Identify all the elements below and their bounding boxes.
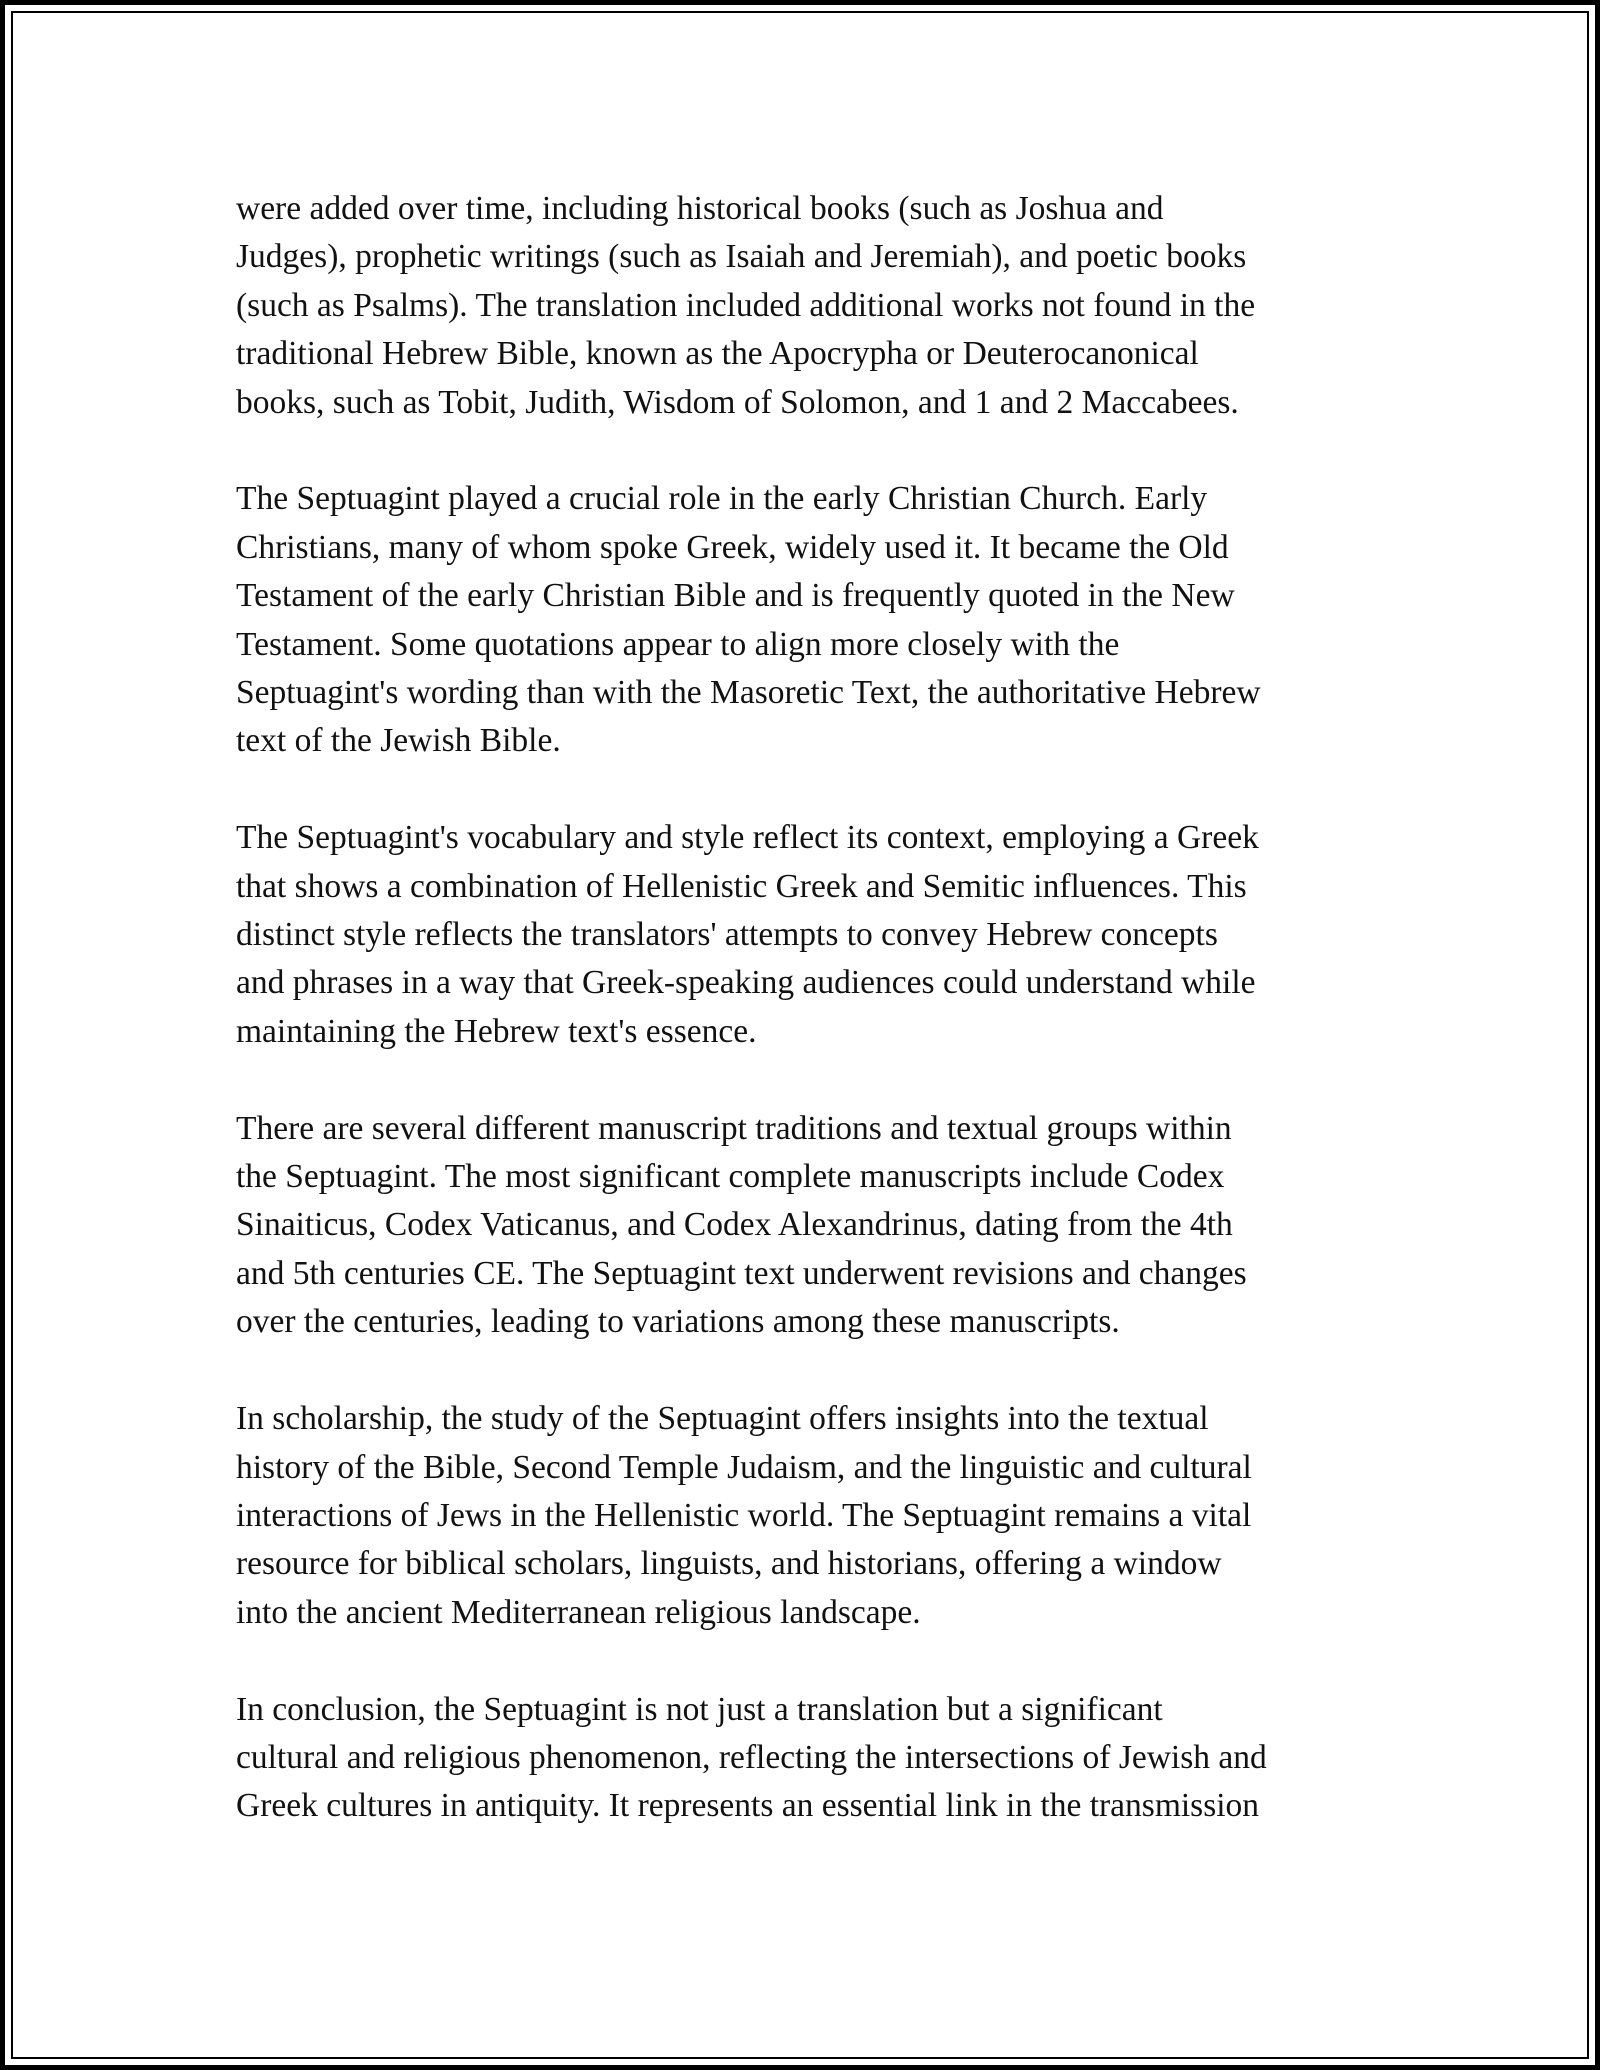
text-line: Judges), prophetic writings (such as Isaiah and Jeremiah), and poetic books bbox=[236, 238, 1247, 276]
text-line: There are several different manuscript traditions and textual groups within bbox=[236, 1109, 1232, 1147]
text-line: (such as Psalms). The translation included additional works not found in the bbox=[236, 286, 1256, 324]
text-line: history of the Bible, Second Temple Judaism, and the linguistic and cultural bbox=[236, 1448, 1252, 1486]
text-line: books, such as Tobit, Judith, Wisdom of Solomon, and 1 and 2 Maccabees. bbox=[236, 383, 1239, 421]
text-line: over the centuries, leading to variations among these manuscripts. bbox=[236, 1303, 1120, 1341]
text-line: cultural and religious phenomenon, reflecting the intersections of Jewish and bbox=[236, 1738, 1267, 1776]
text-line: traditional Hebrew Bible, known as the Apocrypha or Deuterocanonical bbox=[236, 335, 1199, 373]
paragraph-6 bbox=[236, 1686, 1386, 1831]
paragraph-5 bbox=[236, 1395, 1386, 1637]
text-line: and phrases in a way that Greek-speaking audiences could understand while bbox=[236, 964, 1256, 1002]
paragraph-3 bbox=[236, 814, 1386, 1056]
text-line: that shows a combination of Hellenistic Greek and Semitic influences. This bbox=[236, 867, 1247, 905]
paragraph-2 bbox=[236, 475, 1386, 765]
document-body bbox=[236, 185, 1386, 1879]
text-line: Greek cultures in antiquity. It represents an essential link in the transmission bbox=[236, 1787, 1260, 1825]
text-line: interactions of Jews in the Hellenistic world. The Septuagint remains a vital bbox=[236, 1496, 1252, 1534]
text-line: into the ancient Mediterranean religious landscape. bbox=[236, 1593, 921, 1631]
text-line: text of the Jewish Bible. bbox=[236, 722, 561, 760]
text-line: were added over time, including historical books (such as Joshua and bbox=[236, 190, 1164, 227]
paragraph-4 bbox=[236, 1105, 1386, 1347]
text-line: Testament of the early Christian Bible and is frequently quoted in the New bbox=[236, 577, 1235, 615]
paragraph-1 bbox=[236, 185, 1386, 427]
text-line: Septuagint's wording than with the Masoretic Text, the authoritative Hebrew bbox=[236, 674, 1261, 712]
text-line: the Septuagint. The most significant complete manuscripts include Codex bbox=[236, 1158, 1225, 1196]
text-line: Christians, many of whom spoke Greek, widely used it. It became the Old bbox=[236, 528, 1229, 566]
text-line: The Septuagint's vocabulary and style reflect its context, employing a Greek bbox=[236, 819, 1259, 857]
text-line: and 5th centuries CE. The Septuagint text underwent revisions and changes bbox=[236, 1254, 1247, 1292]
text-line: In conclusion, the Septuagint is not just a translation but a significant bbox=[236, 1690, 1163, 1728]
text-line: The Septuagint played a crucial role in the early Christian Church. Early bbox=[236, 480, 1208, 518]
text-line: resource for biblical scholars, linguists, and historians, offering a window bbox=[236, 1545, 1222, 1583]
text-line: distinct style reflects the translators' attempts to convey Hebrew concepts bbox=[236, 916, 1218, 954]
text-line: maintaining the Hebrew text's essence. bbox=[236, 1012, 757, 1050]
text-line: Sinaiticus, Codex Vaticanus, and Codex Alexandrinus, dating from the 4th bbox=[236, 1206, 1233, 1244]
text-line: In scholarship, the study of the Septuagint offers insights into the textual bbox=[236, 1400, 1209, 1438]
text-line: Testament. Some quotations appear to align more closely with the bbox=[236, 625, 1120, 663]
